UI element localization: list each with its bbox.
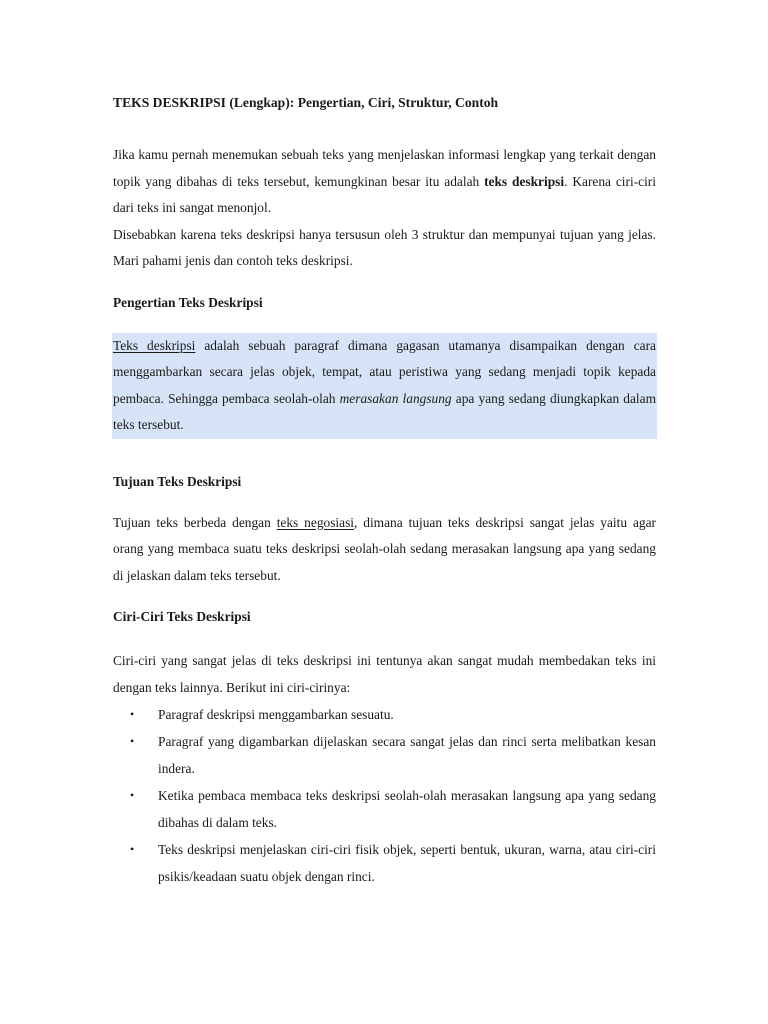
tujuan-paragraph [113, 510, 656, 590]
document-title: TEKS DESKRIPSI (Lengkap): Pengertian, Ciri, Struktur, Contoh [113, 95, 499, 110]
ciri-ciri-list [113, 701, 656, 890]
list-item-text: Ketika pembaca membaca teks deskripsi seolah-olah merasakan langsung apa yang sedang dibahas di dalam teks. [158, 788, 656, 830]
definition-paragraph [113, 333, 656, 439]
spacer [113, 439, 656, 469]
intro-bold-term: teks deskripsi [484, 173, 565, 189]
definition-italic: merasakan langsung [339, 390, 452, 406]
document-page [113, 90, 656, 890]
intro-paragraph-1 [113, 142, 656, 222]
bullet-icon: • [130, 707, 135, 721]
list-item-text: Teks deskripsi menjelaskan ciri-ciri fisik objek, seperti bentuk, ukuran, warna, atau ciri-ciri psikis/keadaan suatu objek dengan rinci. [158, 842, 656, 884]
highlighted-definition-block [112, 333, 657, 439]
link-teks-negosiasi[interactable]: teks negosiasi [276, 514, 355, 530]
spacer [113, 630, 656, 648]
list-item [113, 701, 656, 728]
spacer [113, 275, 656, 290]
intro-paragraph-2: Disebabkan karena teks deskripsi hanya tersusun oleh 3 struktur dan mempunyai tujuan yang jelas. Mari pahami jenis dan contoh teks deskripsi. [113, 226, 656, 268]
spacer [113, 589, 656, 604]
definition-text-1: adalah sebuah paragraf dimana gagasan utamanya disampaikan dengan cara menggambarkan secara jelas objek, tempat, atau peristiwa yang sedang menjadi topik kepada pembaca. Sehingga pembaca seolah-olah [113, 337, 656, 406]
list-item-text: Paragraf yang digambarkan dijelaskan secara sangat jelas dan rinci serta melibatkan kesan indera. [158, 734, 656, 776]
bullet-icon: • [130, 842, 135, 856]
section-heading-pengertian: Pengertian Teks Deskripsi [113, 294, 263, 310]
spacer [113, 116, 656, 142]
list-item [113, 836, 656, 890]
bullet-icon: • [130, 734, 135, 748]
list-item [113, 728, 656, 782]
tujuan-text-1: Tujuan teks berbeda dengan [113, 514, 277, 530]
definition-text-2: apa yang sedang diungkapkan dalam teks tersebut. [113, 390, 657, 432]
bullet-icon: • [130, 788, 135, 802]
spacer [113, 495, 656, 510]
section-heading-tujuan: Tujuan Teks Deskripsi [113, 473, 242, 489]
section-heading-ciri-ciri: Ciri-Ciri Teks Deskripsi [113, 609, 251, 624]
intro-text-2: . Karena ciri-ciri dari teks ini sangat menonjol. [113, 173, 656, 215]
list-item [113, 782, 656, 836]
intro-text-1: Jika kamu pernah menemukan sebuah teks yang menjelaskan informasi lengkap yang terkait dengan topik yang dibahas di teks tersebut, kemungkinan besar itu adalah [113, 147, 656, 189]
tujuan-text-2: , dimana tujuan teks deskripsi sangat jelas yaitu agar orang yang membaca suatu teks deskripsi seolah-olah sedang merasakan langsung apa yang sedang di jelaskan dalam teks tersebut. [113, 514, 656, 583]
list-item-text: Paragraf deskripsi menggambarkan sesuatu. [158, 707, 394, 722]
link-teks-deskripsi[interactable]: Teks deskripsi [113, 337, 196, 353]
ciri-ciri-paragraph: Ciri-ciri yang sangat jelas di teks deskripsi ini tentunya akan sangat mudah membedakan teks ini dengan teks lainnya. Berikut ini ciri-cirinya: [113, 653, 656, 695]
spacer [113, 316, 656, 333]
